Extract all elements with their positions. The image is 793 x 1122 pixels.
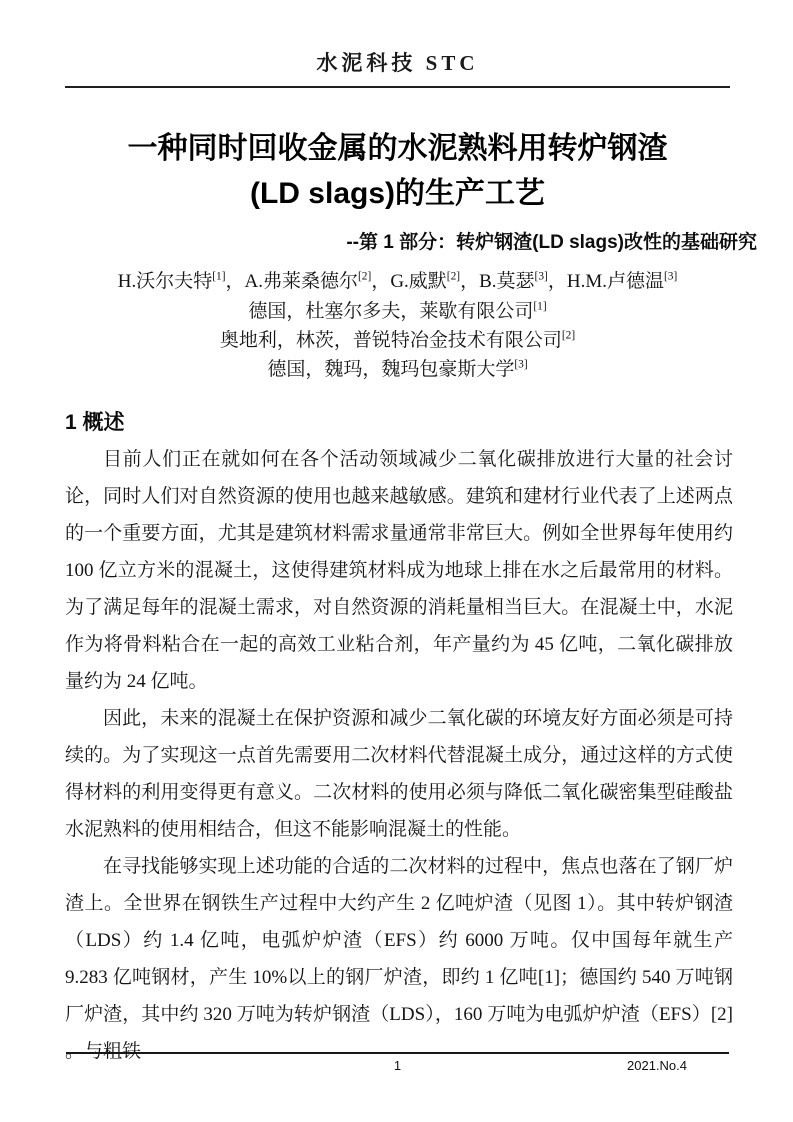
body-paragraph: 在寻找能够实现上述功能的合适的二次材料的过程中，焦点也落在了钢厂炉渣上。全世界在钢铁生产过程中大约产生 2 亿吨炉渣（见图 1）。其中转炉钢渣（LDS）约 1.4 亿吨，电弧炉炉渣（EFS）约 6000 万吨。仅中国每年就生产 9.283 亿吨钢材，产生 10%以上的钢厂炉渣，即约 1 亿吨[1]；德国约 540 万吨钢厂炉渣，其中约 320 万吨为转炉钢渣（LDS），160 万吨为电弧炉炉渣（EFS）[2] 。与粗铁: [65, 856, 733, 1062]
affiliation-text: 德国，魏玛，魏玛包豪斯大学: [267, 359, 515, 380]
author-separator: ，: [547, 271, 567, 292]
article-title-line1: 一种同时回收金属的水泥熟料用转炉钢渣: [127, 132, 668, 165]
article-title-line2: (LD slags)的生产工艺: [249, 177, 546, 210]
page-number: 1: [393, 1058, 402, 1073]
footer-rule: [66, 1052, 729, 1054]
article-title: [45, 126, 750, 216]
author-name: G.威默[2]: [390, 270, 461, 292]
author-name: B.莫瑟[3]: [479, 270, 548, 292]
affiliation-reference-mark: [2]: [561, 329, 576, 342]
author-name: H.沃尔夫特[1]: [117, 270, 226, 292]
author-separator: ，: [460, 271, 480, 292]
authors-line: [65, 266, 730, 293]
article-subtitle: --第 1 部分：转炉钢渣(LD slags)改性的基础研究: [346, 232, 757, 253]
author-reference-mark: [2]: [446, 270, 461, 283]
affiliation-text: 奥地利，林茨，普锐特冶金技术有限公司: [219, 330, 562, 351]
affiliation-line: [65, 326, 730, 355]
affiliation-line: [65, 355, 730, 384]
author-name: H.M.卢德温[3]: [566, 270, 678, 292]
affiliations-block: [65, 297, 730, 384]
journal-header-title: 水泥科技 STC: [316, 51, 479, 75]
header-rule: [65, 86, 730, 88]
issue-label: 2021.No.4: [627, 1058, 687, 1073]
author-reference-mark: [3]: [534, 270, 548, 283]
author-reference-mark: [1]: [212, 270, 226, 283]
affiliation-text: 德国，杜塞尔多夫，莱歇有限公司: [248, 301, 534, 322]
section-heading: 1 概述: [65, 411, 125, 434]
body-paragraph: 因此，未来的混凝土在保护资源和减少二氧化碳的环境友好方面必须是可持续的。为了实现这一点首先需要用二次材料代替混凝土成分，通过这样的方式使得材料的利用变得更有意义。二次材料的使用必须与降低二氧化碳密集型硅酸盐水泥熟料的使用相结合，但这不能影响混凝土的性能。: [65, 708, 733, 840]
author-reference-mark: [3]: [663, 270, 678, 283]
affiliation-reference-mark: [1]: [533, 300, 547, 313]
body-text: [65, 441, 733, 1070]
author-separator: ，: [225, 271, 245, 292]
author-reference-mark: [2]: [358, 270, 372, 283]
author-separator: ，: [371, 271, 391, 292]
affiliation-line: [65, 297, 730, 326]
author-name: A.弗莱桑德尔[2]: [244, 270, 372, 292]
affiliation-reference-mark: [3]: [514, 358, 528, 371]
body-paragraph: 目前人们正在就如何在各个活动领域减少二氧化碳排放进行大量的社会讨论，同时人们对自然资源的使用也越来越敏感。建筑和建材行业代表了上述两点的一个重要方面，尤其是建筑材料需求量通常非常巨大。例如全世界每年使用约 100 亿立方米的混凝土，这使得建筑材料成为地球上排在水之后最常用的材料。为了满足每年的混凝土需求，对自然资源的消耗量相当巨大。在混凝土中，水泥作为将骨料粘合在一起的高效工业粘合剂，年产量约为 45 亿吨，二氧化碳排放量约为 24 亿吨。: [65, 449, 733, 692]
